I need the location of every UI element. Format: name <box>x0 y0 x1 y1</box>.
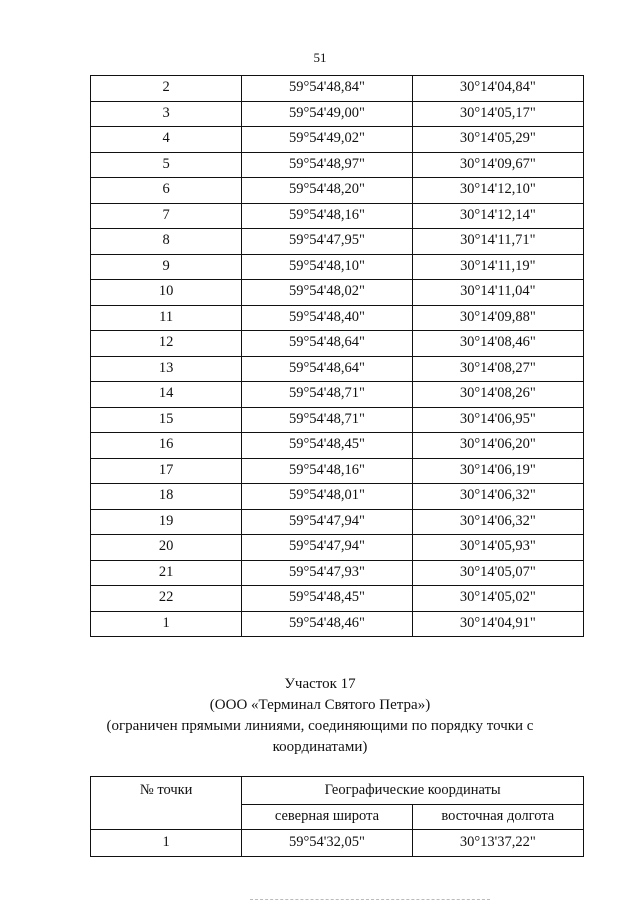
latitude-cell: 59°54'48,45" <box>242 586 412 612</box>
table-row <box>91 127 584 153</box>
table-row <box>91 254 584 280</box>
longitude-cell: 30°14'06,20" <box>412 433 583 459</box>
section-table-body <box>91 830 584 857</box>
latitude-cell: 59°54'48,10" <box>242 254 412 280</box>
longitude-cell: 30°13'37,22" <box>412 830 583 857</box>
latitude-cell: 59°54'49,02" <box>242 127 412 153</box>
page-cut-line <box>250 899 490 900</box>
latitude-cell: 59°54'47,94" <box>242 509 412 535</box>
header-geo-coordinates: Географические координаты <box>242 777 584 805</box>
table-row <box>91 280 584 306</box>
table-row <box>91 76 584 102</box>
latitude-cell: 59°54'48,71" <box>242 382 412 408</box>
table-row <box>91 560 584 586</box>
table-row <box>91 535 584 561</box>
point-number-cell: 17 <box>91 458 242 484</box>
latitude-cell: 59°54'48,20" <box>242 178 412 204</box>
table-row <box>91 152 584 178</box>
point-number-cell: 9 <box>91 254 242 280</box>
point-number-cell: 19 <box>91 509 242 535</box>
longitude-cell: 30°14'09,88" <box>412 305 583 331</box>
longitude-cell: 30°14'08,46" <box>412 331 583 357</box>
point-number-cell: 6 <box>91 178 242 204</box>
point-number-cell: 2 <box>91 76 242 102</box>
latitude-cell: 59°54'48,16" <box>242 203 412 229</box>
table-row <box>91 407 584 433</box>
latitude-cell: 59°54'48,01" <box>242 484 412 510</box>
header-east-longitude: восточная долгота <box>412 805 583 830</box>
point-number-cell: 3 <box>91 101 242 127</box>
point-number-cell: 14 <box>91 382 242 408</box>
latitude-cell: 59°54'32,05" <box>242 830 412 857</box>
longitude-cell: 30°14'05,07" <box>412 560 583 586</box>
table-row <box>91 305 584 331</box>
longitude-cell: 30°14'06,19" <box>412 458 583 484</box>
coordinates-table <box>90 75 584 637</box>
point-number-cell: 16 <box>91 433 242 459</box>
latitude-cell: 59°54'48,84" <box>242 76 412 102</box>
table-row <box>91 101 584 127</box>
longitude-cell: 30°14'12,14" <box>412 203 583 229</box>
latitude-cell: 59°54'48,46" <box>242 611 412 637</box>
latitude-cell: 59°54'48,71" <box>242 407 412 433</box>
point-number-cell: 22 <box>91 586 242 612</box>
point-number-cell: 21 <box>91 560 242 586</box>
latitude-cell: 59°54'47,93" <box>242 560 412 586</box>
table-row <box>91 382 584 408</box>
table-row <box>91 830 584 857</box>
table-row <box>91 611 584 637</box>
point-number-cell: 11 <box>91 305 242 331</box>
longitude-cell: 30°14'06,32" <box>412 509 583 535</box>
latitude-cell: 59°54'48,02" <box>242 280 412 306</box>
point-number-cell: 5 <box>91 152 242 178</box>
point-number-cell: 20 <box>91 535 242 561</box>
table-row <box>91 458 584 484</box>
latitude-cell: 59°54'49,00" <box>242 101 412 127</box>
latitude-cell: 59°54'47,95" <box>242 229 412 255</box>
latitude-cell: 59°54'48,64" <box>242 331 412 357</box>
table-row <box>91 484 584 510</box>
latitude-cell: 59°54'48,40" <box>242 305 412 331</box>
longitude-cell: 30°14'06,32" <box>412 484 583 510</box>
longitude-cell: 30°14'11,71" <box>412 229 583 255</box>
table-row <box>91 509 584 535</box>
section-description-line-2: координатами) <box>272 739 368 755</box>
latitude-cell: 59°54'48,64" <box>242 356 412 382</box>
section-description-line-1: (ограничен прямыми линиями, соединяющими по порядку точки с <box>106 718 534 734</box>
table-row <box>91 356 584 382</box>
longitude-cell: 30°14'04,84" <box>412 76 583 102</box>
point-number-cell: 1 <box>91 830 242 857</box>
header-point-number: № точки <box>91 777 242 830</box>
longitude-cell: 30°14'04,91" <box>412 611 583 637</box>
point-number-cell: 18 <box>91 484 242 510</box>
point-number-cell: 12 <box>91 331 242 357</box>
point-number-cell: 13 <box>91 356 242 382</box>
longitude-cell: 30°14'05,29" <box>412 127 583 153</box>
latitude-cell: 59°54'48,45" <box>242 433 412 459</box>
table-row <box>91 229 584 255</box>
section-title: Участок 17 <box>284 676 356 692</box>
header-north-latitude: северная широта <box>242 805 412 830</box>
longitude-cell: 30°14'05,93" <box>412 535 583 561</box>
page-number: 51 <box>313 50 327 65</box>
point-number-cell: 7 <box>91 203 242 229</box>
section-heading <box>0 674 640 758</box>
point-number-cell: 8 <box>91 229 242 255</box>
longitude-cell: 30°14'05,02" <box>412 586 583 612</box>
longitude-cell: 30°14'06,95" <box>412 407 583 433</box>
point-number-cell: 1 <box>91 611 242 637</box>
point-number-cell: 4 <box>91 127 242 153</box>
table-row <box>91 433 584 459</box>
longitude-cell: 30°14'08,26" <box>412 382 583 408</box>
table-row <box>91 178 584 204</box>
point-number-cell: 10 <box>91 280 242 306</box>
longitude-cell: 30°14'08,27" <box>412 356 583 382</box>
longitude-cell: 30°14'12,10" <box>412 178 583 204</box>
longitude-cell: 30°14'11,19" <box>412 254 583 280</box>
section-coordinates-table <box>90 776 584 857</box>
table-row <box>91 331 584 357</box>
latitude-cell: 59°54'47,94" <box>242 535 412 561</box>
table-row <box>91 203 584 229</box>
latitude-cell: 59°54'48,16" <box>242 458 412 484</box>
longitude-cell: 30°14'09,67" <box>412 152 583 178</box>
section-owner: (ООО «Терминал Святого Петра») <box>209 697 431 713</box>
point-number-cell: 15 <box>91 407 242 433</box>
longitude-cell: 30°14'11,04" <box>412 280 583 306</box>
coordinates-table-body <box>91 76 584 637</box>
latitude-cell: 59°54'48,97" <box>242 152 412 178</box>
table-row <box>91 586 584 612</box>
longitude-cell: 30°14'05,17" <box>412 101 583 127</box>
